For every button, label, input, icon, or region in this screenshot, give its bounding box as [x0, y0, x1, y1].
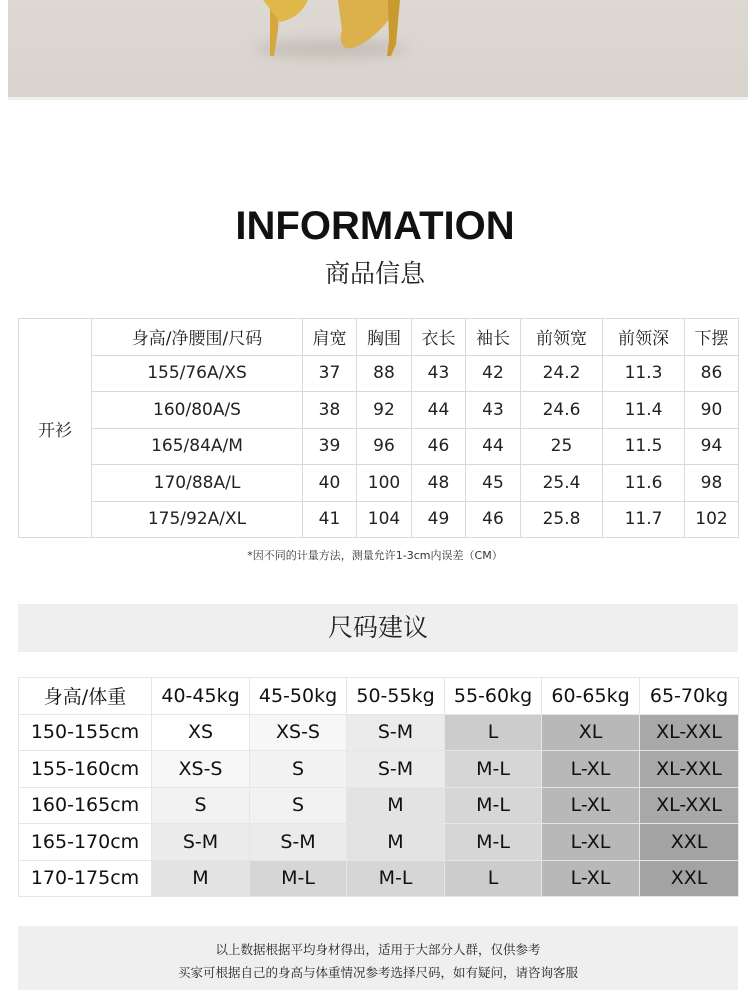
size-table-cell: 38 — [303, 392, 357, 429]
size-table-cell: 37 — [303, 355, 357, 392]
recommend-height-label: 160-165cm — [19, 787, 152, 824]
size-table-cell: 44 — [412, 392, 466, 429]
size-table — [18, 318, 739, 538]
recommend-size-cell: M-L — [445, 787, 542, 824]
size-table-cell: 11.6 — [603, 465, 685, 502]
size-table-cell: 25.8 — [521, 501, 603, 538]
size-recommend-table — [18, 677, 739, 897]
size-table-cell: 24.2 — [521, 355, 603, 392]
footer-line-1: 以上数据根据平均身材得出，适用于大部分人群，仅供参考 — [215, 942, 541, 957]
size-table-cell: 100 — [357, 465, 412, 502]
size-table-cell: 170/88A/L — [92, 465, 303, 502]
size-recommend-title: 尺码建议 — [18, 604, 738, 652]
recommend-column-header: 40-45kg — [152, 678, 250, 715]
size-table-cell: 96 — [357, 428, 412, 465]
recommend-size-cell: XL-XXL — [640, 714, 739, 751]
size-table-cell: 41 — [303, 501, 357, 538]
size-table-cell: 49 — [412, 501, 466, 538]
recommend-size-cell: M — [347, 824, 445, 861]
size-table-cell: 92 — [357, 392, 412, 429]
size-table-cell: 86 — [685, 355, 739, 392]
recommend-size-cell: M-L — [250, 860, 347, 897]
size-table-column-header: 身高/净腰围/尺码 — [92, 319, 303, 356]
recommend-size-cell: XS-S — [250, 714, 347, 751]
recommend-column-header: 65-70kg — [640, 678, 739, 715]
size-table-category: 开衫 — [19, 319, 92, 538]
size-table-column-header: 袖长 — [466, 319, 521, 356]
size-table-cell: 25.4 — [521, 465, 603, 502]
table-row — [19, 860, 739, 897]
recommend-column-header: 50-55kg — [347, 678, 445, 715]
recommend-column-header: 60-65kg — [542, 678, 640, 715]
size-table-column-header: 肩宽 — [303, 319, 357, 356]
table-row — [19, 787, 739, 824]
size-table-cell: 46 — [412, 428, 466, 465]
recommend-size-cell: S-M — [250, 824, 347, 861]
recommend-table-header — [19, 678, 739, 715]
size-table-cell: 155/76A/XS — [92, 355, 303, 392]
size-table-column-header: 前领宽 — [521, 319, 603, 356]
recommend-size-cell: L-XL — [542, 787, 640, 824]
size-table-cell: 46 — [466, 501, 521, 538]
size-table-header — [19, 319, 739, 356]
high-heel-icon — [8, 0, 748, 100]
recommend-size-cell: S-M — [152, 824, 250, 861]
recommend-size-cell: XL-XXL — [640, 751, 739, 788]
recommend-height-label: 150-155cm — [19, 714, 152, 751]
table-row — [19, 751, 739, 788]
recommend-size-cell: XS-S — [152, 751, 250, 788]
footer-note — [18, 926, 738, 990]
size-table-cell: 40 — [303, 465, 357, 502]
size-table-cell: 43 — [412, 355, 466, 392]
recommend-height-label: 170-175cm — [19, 860, 152, 897]
table-row — [19, 355, 739, 392]
size-table-cell: 90 — [685, 392, 739, 429]
recommend-size-cell: L — [445, 860, 542, 897]
recommend-size-cell: M-L — [445, 751, 542, 788]
table-row — [19, 428, 739, 465]
size-table-cell: 11.3 — [603, 355, 685, 392]
recommend-column-header: 45-50kg — [250, 678, 347, 715]
recommend-size-cell: XL-XXL — [640, 787, 739, 824]
size-table-cell: 24.6 — [521, 392, 603, 429]
size-table-cell: 48 — [412, 465, 466, 502]
section-title-en: INFORMATION — [235, 204, 515, 248]
table-row — [19, 501, 739, 538]
recommend-size-cell: M — [152, 860, 250, 897]
size-table-cell: 11.4 — [603, 392, 685, 429]
table-row — [19, 465, 739, 502]
size-table-column-header: 下摆 — [685, 319, 739, 356]
size-table-cell: 104 — [357, 501, 412, 538]
size-table-cell: 88 — [357, 355, 412, 392]
section-title-cn: 商品信息 — [324, 259, 425, 288]
size-table-cell: 160/80A/S — [92, 392, 303, 429]
recommend-size-cell: XXL — [640, 860, 739, 897]
recommend-size-cell: L — [445, 714, 542, 751]
table-row — [19, 714, 739, 751]
recommend-height-label: 165-170cm — [19, 824, 152, 861]
size-table-column-header: 胸围 — [357, 319, 412, 356]
size-table-column-header: 前领深 — [603, 319, 685, 356]
table-row — [19, 392, 739, 429]
size-table-cell: 43 — [466, 392, 521, 429]
size-table-cell: 165/84A/M — [92, 428, 303, 465]
recommend-size-cell: XS — [152, 714, 250, 751]
size-table-cell: 45 — [466, 465, 521, 502]
size-table-cell: 11.7 — [603, 501, 685, 538]
size-table-cell: 94 — [685, 428, 739, 465]
recommend-size-cell: L-XL — [542, 824, 640, 861]
size-table-cell: 102 — [685, 501, 739, 538]
recommend-size-cell: S-M — [347, 714, 445, 751]
recommend-size-cell: M — [347, 787, 445, 824]
recommend-height-label: 155-160cm — [19, 751, 152, 788]
size-table-cell: 175/92A/XL — [92, 501, 303, 538]
size-table-cell: 42 — [466, 355, 521, 392]
recommend-size-cell: M-L — [347, 860, 445, 897]
size-table-column-header: 衣长 — [412, 319, 466, 356]
footer-line-2: 买家可根据自己的身高与体重情况参考选择尺码，如有疑问，请咨询客服 — [177, 965, 578, 980]
recommend-column-header: 55-60kg — [445, 678, 542, 715]
size-table-cell: 44 — [466, 428, 521, 465]
recommend-size-cell: S-M — [347, 751, 445, 788]
product-photo — [8, 0, 748, 100]
recommend-size-cell: L-XL — [542, 751, 640, 788]
size-table-cell: 39 — [303, 428, 357, 465]
table-row — [19, 824, 739, 861]
size-table-cell: 11.5 — [603, 428, 685, 465]
recommend-size-cell: L-XL — [542, 860, 640, 897]
recommend-size-cell: S — [250, 751, 347, 788]
recommend-size-cell: S — [250, 787, 347, 824]
recommend-size-cell: M-L — [445, 824, 542, 861]
recommend-size-cell: XL — [542, 714, 640, 751]
size-table-cell: 25 — [521, 428, 603, 465]
size-table-cell: 98 — [685, 465, 739, 502]
recommend-size-cell: XXL — [640, 824, 739, 861]
recommend-size-cell: S — [152, 787, 250, 824]
recommend-column-header: 身高/体重 — [19, 678, 152, 715]
measurement-note: *因不同的计量方法，测量允许1-3cm内误差（CM） — [247, 549, 503, 562]
